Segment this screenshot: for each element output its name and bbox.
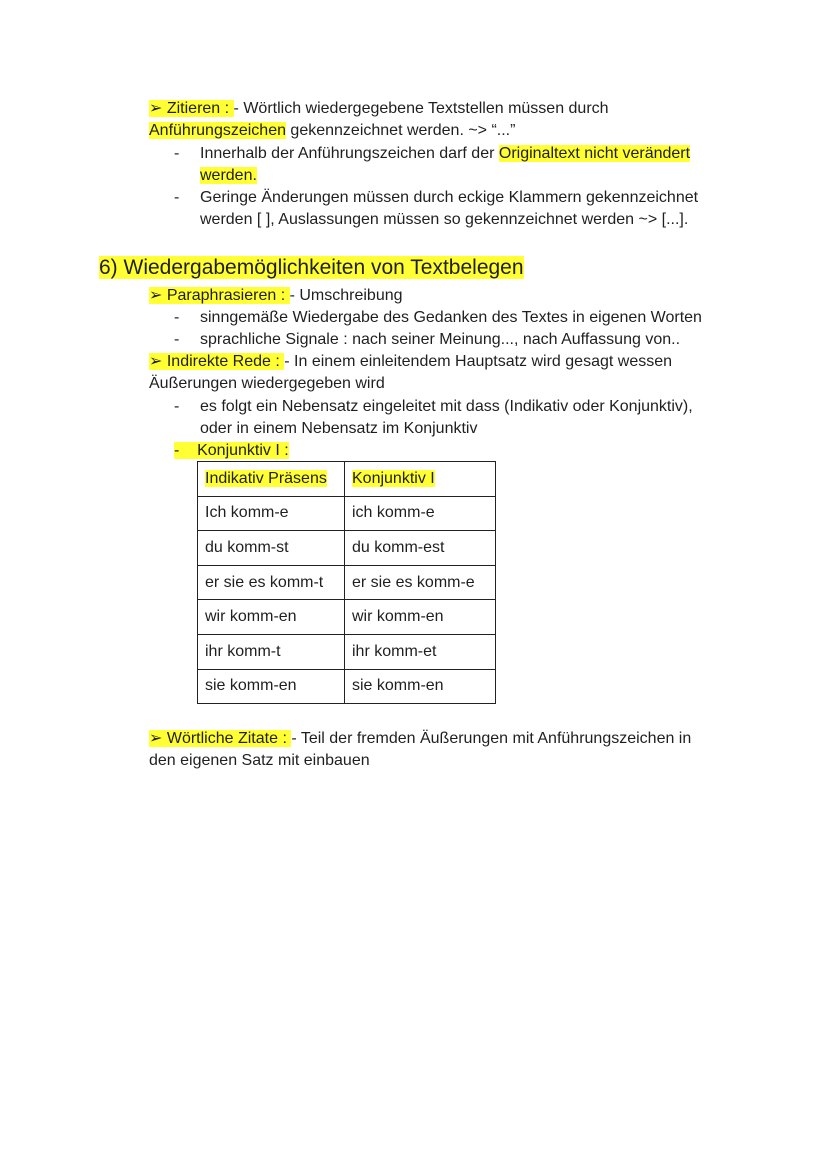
table-cell: sie komm-en	[198, 669, 345, 704]
paraphrasieren-line	[149, 285, 403, 307]
table-cell: ihr komm-et	[345, 634, 496, 669]
table-cell: wir komm-en	[345, 600, 496, 635]
indirekte-rede-line-1	[149, 351, 672, 373]
table-cell: du komm-st	[198, 531, 345, 566]
table-cell: sie komm-en	[345, 669, 496, 704]
indirekte-rede-text-1: - In einem einleitendem Hauptsatz wird gesagt wessen	[284, 353, 673, 370]
zitieren-label: ➢ Zitieren :	[149, 100, 234, 117]
zitieren-bullet-1-text: Innerhalb der Anführungszeichen darf der	[200, 145, 499, 162]
indirekte-rede-line-2: Äußerungen wiedergegeben wird	[149, 375, 385, 392]
zitieren-bullet-2-line-1: Geringe Änderungen müssen durch eckige Klammern gekennzeichnet	[200, 189, 699, 206]
table-header-cell	[198, 462, 345, 497]
paraphrasieren-bullet-2: sprachliche Signale : nach seiner Meinung..., nach Auffassung von..	[200, 331, 681, 348]
woertliche-zitate-label: ➢ Wörtliche Zitate :	[149, 730, 292, 747]
table-row	[198, 565, 496, 600]
bullet-dash: -	[174, 398, 180, 415]
table-row	[198, 531, 496, 566]
table-header-row	[198, 462, 496, 497]
zitieren-text-1: - Wörtlich wiedergegebene Textstellen müssen durch	[233, 100, 609, 117]
zitieren-text-2: gekennzeichnet werden. ~> “...”	[285, 122, 516, 139]
section-heading-text: 6) Wiedergabemöglichkeiten von Textbelegen	[99, 256, 524, 279]
bullet-dash: -	[174, 309, 180, 326]
table-header-cell	[345, 462, 496, 497]
bullet-dash: -	[174, 331, 180, 348]
table-cell: ihr komm-t	[198, 634, 345, 669]
zitieren-bullet-2-line-2: werden [ ], Auslassungen müssen so gekennzeichnet werden ~> [...].	[200, 211, 689, 228]
zitieren-line-1	[149, 98, 609, 120]
woertliche-zitate-text-1: - Teil der fremden Äußerungen mit Anführungszeichen in	[291, 730, 692, 747]
bullet-dash: -	[174, 189, 180, 206]
konjunktiv-label-line	[174, 440, 289, 462]
konjugation-table	[197, 461, 496, 704]
paraphrasieren-label: ➢ Paraphrasieren :	[149, 287, 290, 304]
zitieren-bullet-1-highlight-cont: werden.	[200, 167, 257, 184]
indirekte-rede-label: ➢ Indirekte Rede :	[149, 353, 285, 370]
table-cell: Ich komm-e	[198, 496, 345, 531]
zitieren-bullet-1-cont	[200, 165, 257, 187]
table-cell: er sie es komm-e	[345, 565, 496, 600]
woertliche-zitate-line-1	[149, 728, 691, 750]
table-cell: er sie es komm-t	[198, 565, 345, 600]
table-cell: wir komm-en	[198, 600, 345, 635]
section-heading	[99, 254, 524, 282]
konjunktiv-label: - Konjunktiv I :	[174, 442, 289, 459]
table-row	[198, 669, 496, 704]
table-row	[198, 600, 496, 635]
table-header-indikativ: Indikativ Präsens	[205, 469, 327, 487]
zitieren-line-2	[149, 120, 515, 142]
paraphrasieren-bullet-1: sinngemäße Wiedergabe des Gedanken des Textes in eigenen Worten	[200, 309, 702, 326]
table-row	[198, 634, 496, 669]
table-cell: ich komm-e	[345, 496, 496, 531]
woertliche-zitate-line-2: den eigenen Satz mit einbauen	[149, 752, 370, 769]
table-header-konjunktiv: Konjunktiv I	[352, 469, 435, 487]
table-cell: du komm-est	[345, 531, 496, 566]
zitieren-bullet-1	[200, 143, 690, 165]
bullet-dash: -	[174, 145, 180, 162]
indirekte-rede-bullet-line-1: es folgt ein Nebensatz eingeleitet mit dass (Indikativ oder Konjunktiv),	[200, 398, 693, 415]
zitieren-highlight-anfuehrungszeichen: Anführungszeichen	[149, 122, 286, 139]
paraphrasieren-text: - Umschreibung	[289, 287, 403, 304]
table-row	[198, 496, 496, 531]
indirekte-rede-bullet-line-2: oder in einem Nebensatz im Konjunktiv	[200, 420, 478, 437]
zitieren-bullet-1-highlight: Originaltext nicht verändert	[498, 145, 691, 162]
